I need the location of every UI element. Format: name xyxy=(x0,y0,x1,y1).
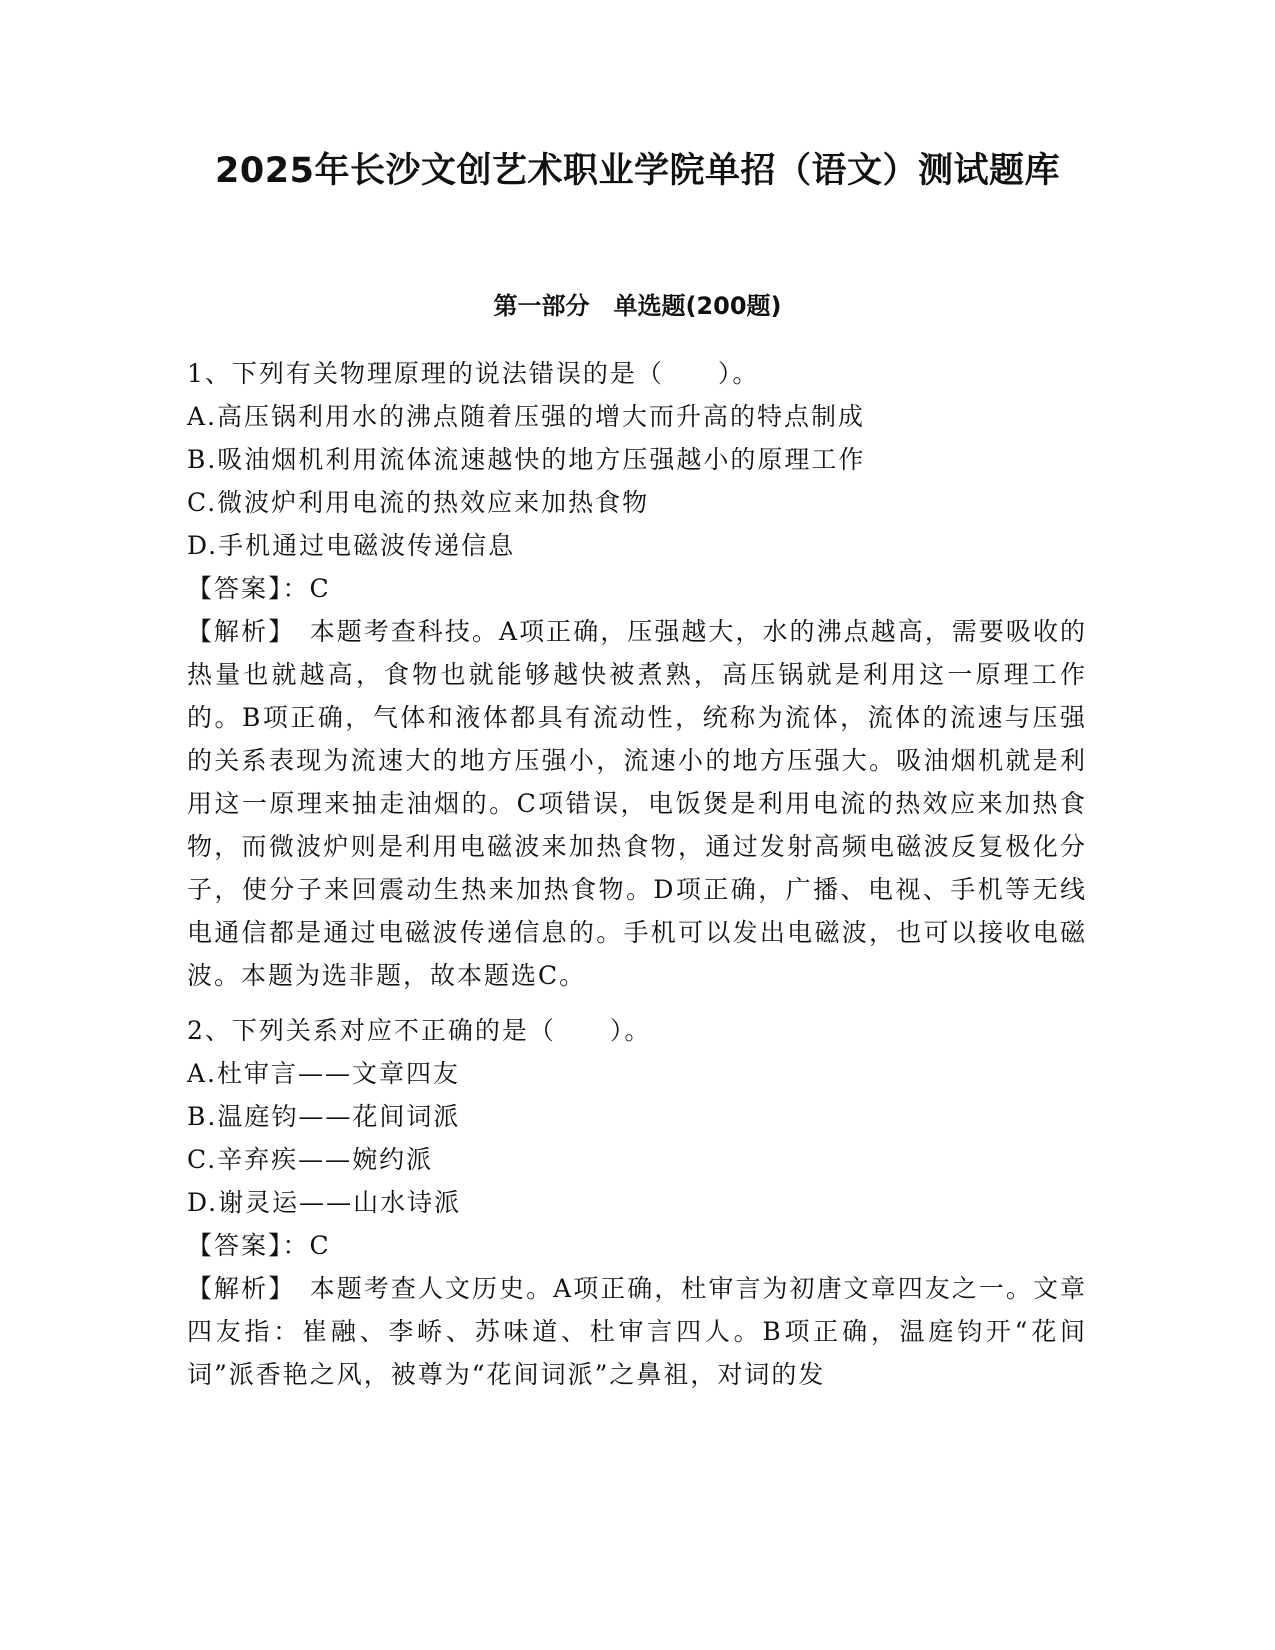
analysis-text: 本题考查科技。A项正确，压强越大，水的沸点越高，需要吸收的热量也就越高，食物也就能够越快被煮熟，高压锅就是利用这一原理工作的。B项正确，气体和液体都具有流动性，统称为流体，流体的流速与压强的关系表现为流速大的地方压强小，流速小的地方压强大。吸油烟机就是利用这一原理来抽走油烟的。C项错误，电饭煲是利用电流的热效应来加热食物，而微波炉则是利用电磁波来加热食物，通过发射高频电磁波反复极化分子，使分子来回震动生热来加热食物。D项正确，广播、电视、手机等无线电通信都是通过电磁波传递信息的。手机可以发出电磁波，也可以接收电磁波。本题为选非题，故本题选C。 xyxy=(187,617,1087,990)
analysis-label: 【解析】 xyxy=(187,1274,310,1303)
question-2 xyxy=(187,1009,1087,1396)
answer-label: 【答案】： xyxy=(187,574,310,603)
answer-row xyxy=(187,567,1087,610)
question-list xyxy=(187,352,1087,1408)
answer-value: C xyxy=(309,574,331,603)
question-stem: 1、下列有关物理原理的说法错误的是（ ）。 xyxy=(187,359,760,388)
answer-label: 【答案】： xyxy=(187,1231,310,1260)
analysis-label: 【解析】 xyxy=(187,617,310,646)
document-title: 2025年长沙文创艺术职业学院单招（语文）测试题库 xyxy=(215,151,1060,191)
analysis-row xyxy=(187,1267,1087,1396)
option-d: D.手机通过电磁波传递信息 xyxy=(187,531,516,560)
option-c: C.微波炉利用电流的热效应来加热食物 xyxy=(187,488,650,517)
option-b: B.吸油烟机利用流体流速越快的地方压强越小的原理工作 xyxy=(187,445,866,474)
option-a: A.杜审言——文章四友 xyxy=(187,1059,461,1088)
analysis-text: 本题考查人文历史。A项正确，杜审言为初唐文章四友之一。文章四友指：崔融、李峤、苏味道、杜审言四人。B项正确，温庭钧开“花间词”派香艳之风，被尊为“花间词派”之鼻祖，对词的发 xyxy=(187,1274,1087,1389)
analysis-row xyxy=(187,610,1087,997)
question-stem: 2、下列关系对应不正确的是（ ）。 xyxy=(187,1016,652,1045)
option-c: C.辛弃疾——婉约派 xyxy=(187,1145,434,1174)
answer-row xyxy=(187,1224,1087,1267)
option-d: D.谢灵运——山水诗派 xyxy=(187,1188,462,1217)
option-a: A.高压锅利用水的沸点随着压强的增大而升高的特点制成 xyxy=(187,402,866,431)
answer-value: C xyxy=(309,1231,331,1260)
question-1 xyxy=(187,352,1087,997)
option-b: B.温庭钧——花间词派 xyxy=(187,1102,461,1131)
section-title: 第一部分 单选题(200题) xyxy=(493,292,782,320)
